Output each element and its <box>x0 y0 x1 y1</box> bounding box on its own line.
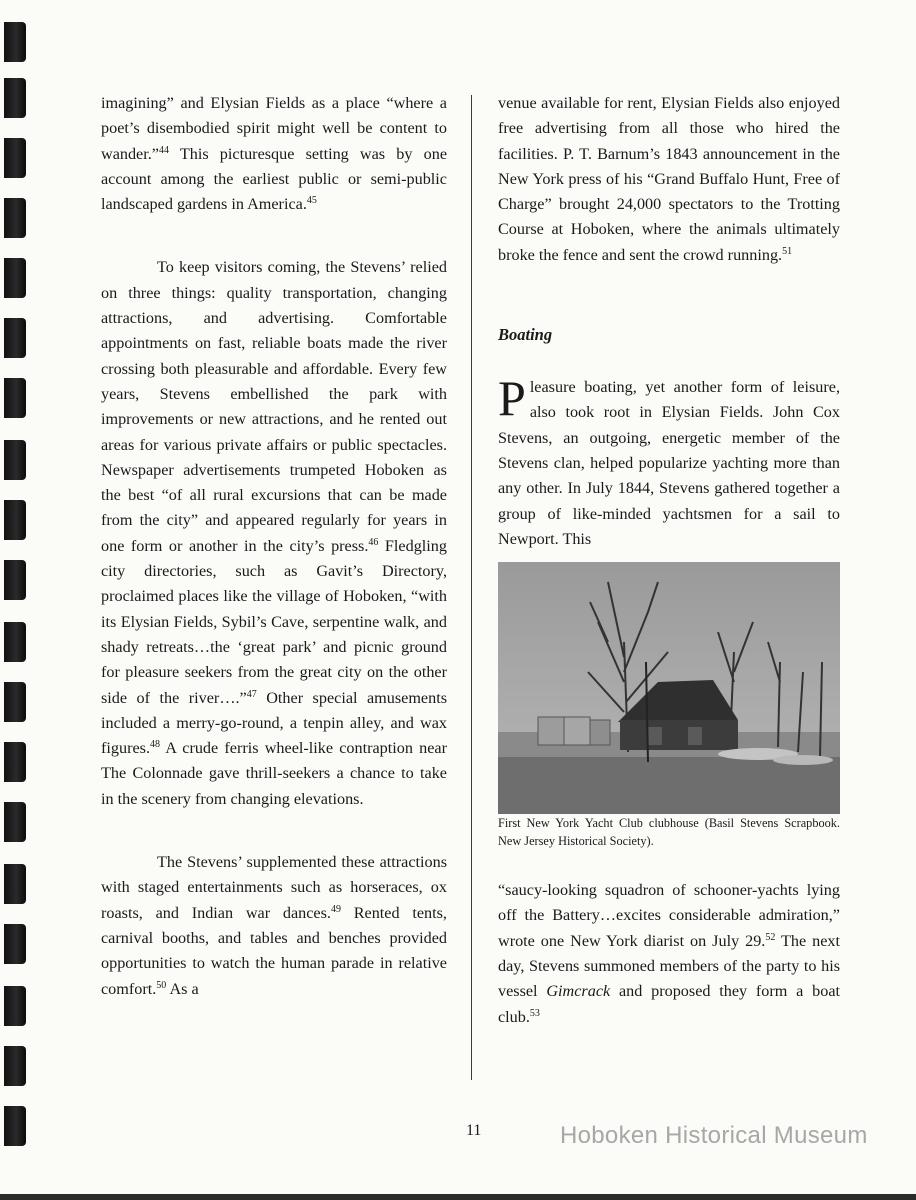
right-column <box>498 91 840 1030</box>
paragraph: To keep visitors coming, the Stevens’ relied on three things: quality transportation, changing attractions, and advertising. Comfortable appointments on fast, reliable boats made the river crossing both pleasurable and affordable. Every few years, Stevens embellished the park with improvements or new attractions, and he rented out areas for various private affairs or public spectacles. Newspaper advertisements trumpeted Hoboken as the best “of all rural excursions that can be made from the city” and appeared regularly for years in one form or another in the city’s press.$^{46}$ Fledgling city directories, such as Gavit’s Directory, proclaimed places like the village of Hoboken, “with its Elysian Fields, Sybil’s Cave, serpentine walk, and shady retreats…the ‘great park’ and picnic ground for pleasure seekers from the great city on the other side of the river….”$^{47}$ Other special amusements included a merry-go-round, a tenpin alley, and wax figures.$^{48}$ A crude ferris wheel-like contraption near The Colonnade gave thrill-seekers a chance to take in the scenery from changing elevations. <box>101 258 447 808</box>
footnote-ref: 47 <box>246 688 257 700</box>
footnote-ref: 46 <box>368 536 379 548</box>
binding-coil <box>4 1106 26 1146</box>
binding-coil <box>4 1046 26 1086</box>
footnote-ref: 52 <box>765 931 776 943</box>
binding-coil <box>4 802 26 842</box>
binding-coil <box>4 864 26 904</box>
binding-coil <box>4 378 26 418</box>
binding-coil <box>4 22 26 62</box>
binding-coil <box>4 318 26 358</box>
footnote-ref: 50 <box>156 979 167 991</box>
drop-cap: P <box>498 370 526 427</box>
footnote-ref: 48 <box>150 739 160 751</box>
section-heading: Boating <box>498 325 553 345</box>
footnote-ref: 49 <box>330 903 341 915</box>
watermark: Hoboken Historical Museum <box>560 1122 868 1149</box>
left-column <box>101 91 447 1002</box>
clubhouse-photo <box>498 562 840 814</box>
paragraph: venue available for rent, Elysian Fields also enjoyed free advertising from all those who hired the facilities. P. T. Barnum’s 1843 announcement in the New York press of his “Grand Buffalo Hunt, Free of Charge” brought 24,000 spectators to the Trotting Course at Hoboken, where the animals ultimately broke the fence and sent the crowd running.$^{51}$ <box>498 94 840 264</box>
paragraph: The Stevens’ supplemented these attractions with staged entertainments such as horseraces, ox roasts, and Indian war dances.$^{49}$ Rented tents, carnival booths, and tables and benches provided opportunities to watch the human parade in relative comfort.$^{50}$ As a <box>101 853 447 998</box>
binding-coil <box>4 560 26 600</box>
footnote-ref: 53 <box>529 1007 540 1019</box>
binding-coil <box>4 258 26 298</box>
binding-coil <box>4 138 26 178</box>
binding-coil <box>4 986 26 1026</box>
binding-coil <box>4 78 26 118</box>
binding-coil <box>4 500 26 540</box>
binding-coil <box>4 440 26 480</box>
binding-coil <box>4 742 26 782</box>
vessel-name: Gimcrack <box>546 982 611 1001</box>
binding-coil <box>4 198 26 238</box>
binding-coil <box>4 622 26 662</box>
footnote-ref: 44 <box>158 144 169 156</box>
binding-coil <box>4 924 26 964</box>
photo-caption: First New York Yacht Club clubhouse (Basil Stevens Scrapbook. New Jersey Historical Society). <box>498 816 840 849</box>
paragraph: “saucy-looking squadron of schooner-yachts lying off the Battery…excites considerable admiration,” wrote one New York diarist on July 29.52 The next day, Stevens summoned members of the party to his vessel Gimcrack and proposed they form a boat club.$^{53}$ <box>498 881 841 1026</box>
footnote-ref: 45 <box>306 195 317 207</box>
paragraph: imagining” and Elysian Fields as a place “where a poet’s disembodied spirit might well be content to wander.”$^{44}$ This picturesque setting was by one account among the earliest public or semi-public landscaped gardens in America.$^{45}$ <box>101 94 447 214</box>
footnote-ref: 51 <box>782 245 793 257</box>
spiral-binding <box>0 0 34 1200</box>
column-divider <box>471 95 472 1080</box>
paragraph: Pleasure boating, yet another form of leisure, also took root in Elysian Fields. John Cox Stevens, an outgoing, energetic member of the Stevens clan, helped popularize yachting more than any other. In July 1844, Stevens gathered together a group of like-minded yachtsmen for a sail to Newport. This <box>498 370 840 548</box>
page-edge <box>0 1194 916 1200</box>
binding-coil <box>4 682 26 722</box>
page-number: 11 <box>466 1122 482 1139</box>
